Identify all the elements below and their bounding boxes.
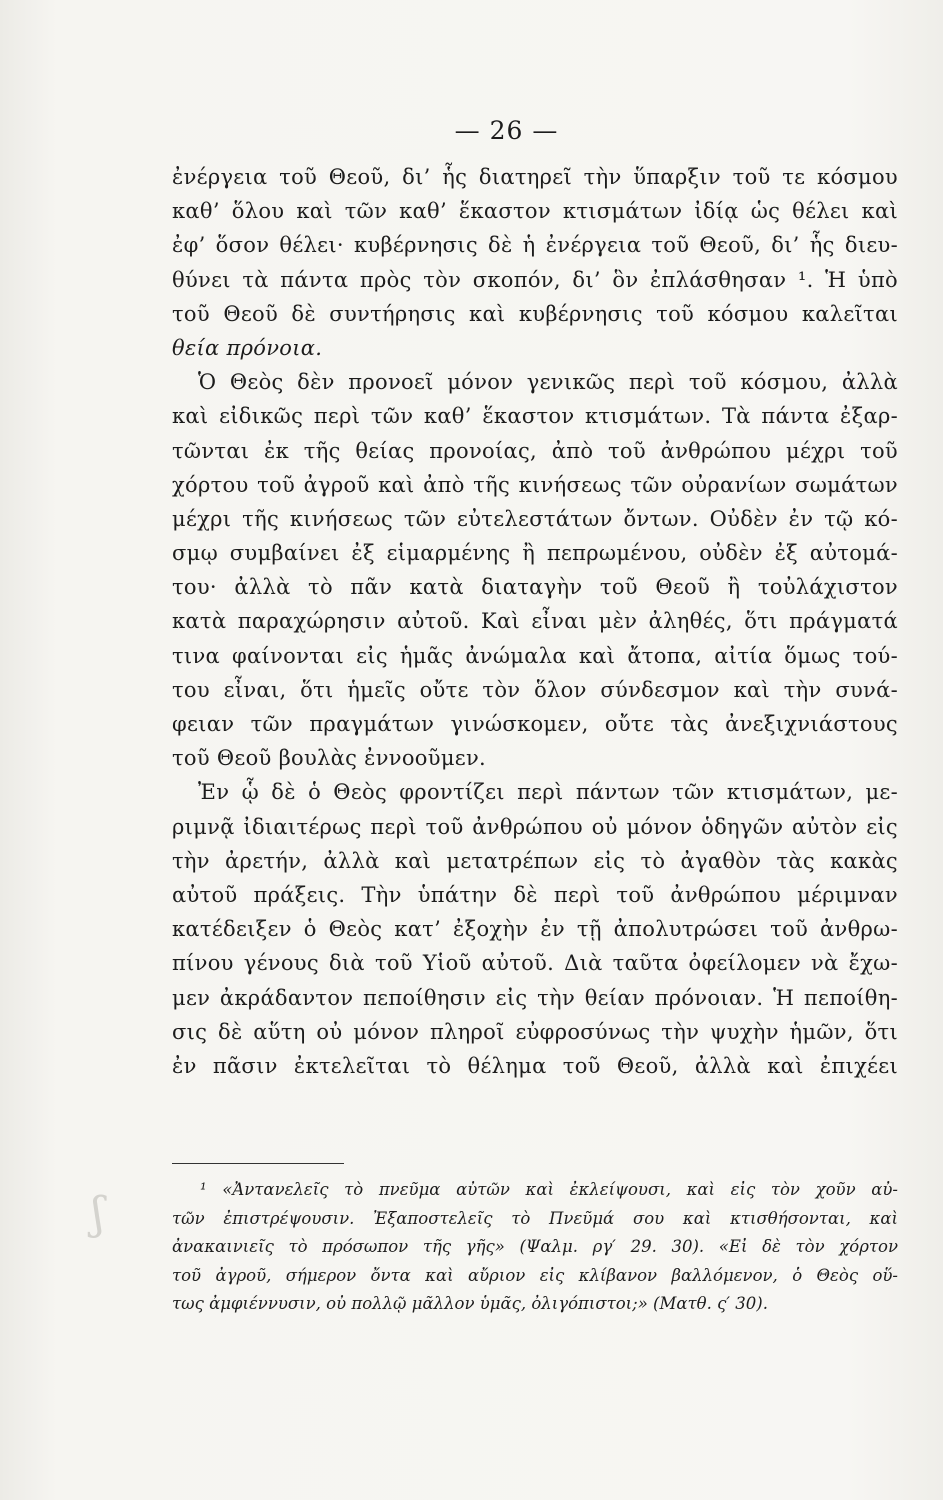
text-line: θύνει τὰ πάντα πρὸς τὸν σκοπόν, δι’ ὃν ἐπλάσθησαν ¹. Ἡ ὑπὸ xyxy=(172,267,898,292)
page-number: — 26 — xyxy=(454,116,559,145)
margin-bleedthrough-mark: ʃ xyxy=(92,1188,104,1239)
text-line: Ὁ Θεὸς δὲν προνοεῖ μόνον γενικῶς περὶ τοῦ κόσμου, ἀλλὰ xyxy=(198,370,898,395)
text-line: καὶ εἰδικῶς περὶ τῶν καθ’ ἕκαστον κτισμάτων. Τὰ πάντα ἐξαρ- xyxy=(172,404,898,429)
text-line: του εἶναι, ὅτι ἡμεῖς οὔτε τὸν ὅλον σύνδεσμον καὶ τὴν συνά- xyxy=(172,677,898,702)
text-line: πίνου γένους διὰ τοῦ Υἱοῦ αὐτοῦ. Διὰ ταῦτα ὀφείλομεν νὰ ἔχω- xyxy=(172,951,898,976)
text-line: τοῦ Θεοῦ βουλὰς ἐννοοῦμεν. xyxy=(172,746,486,771)
text-line: αὐτοῦ πράξεις. Τὴν ὑπάτην δὲ περὶ τοῦ ἀνθρώπου μέριμναν xyxy=(172,882,898,907)
text-line: Ἐν ᾧ δὲ ὁ Θεὸς φροντίζει περὶ πάντων τῶν κτισμάτων, με- xyxy=(198,780,898,805)
text-line: φειαν τῶν πραγμάτων γινώσκομεν, οὔτε τὰς ἀνεξιχνιάστους xyxy=(172,712,898,736)
text-line: μεν ἀκράδαντον πεποίθησιν εἰς τὴν θείαν πρόνοιαν. Ἡ πεποίθη- xyxy=(172,985,898,1010)
text-line: θεία πρόνοια. xyxy=(172,335,323,360)
text-line: σις δὲ αὕτη οὐ μόνον πληροῖ εὐφροσύνως τὴν ψυχὴν ἡμῶν, ὅτι xyxy=(172,1019,898,1044)
text-line: σμῳ συμβαίνει ἐξ εἱμαρμένης ἢ πεπρωμένου, οὐδὲν ἐξ αὐτομά- xyxy=(172,541,898,566)
text-line: χόρτου τοῦ ἀγροῦ καὶ ἀπὸ τῆς κινήσεως τῶν οὐρανίων σωμάτων xyxy=(172,472,898,497)
text-line: τοῦ Θεοῦ δὲ συντήρησις καὶ κυβέρνησις τοῦ κόσμου καλεῖται xyxy=(172,301,898,326)
footnote-line: τοῦ ἀγροῦ, σήμερον ὄντα καὶ αὔριον εἰς κλίβανον βαλλόμενον, ὁ Θεὸς οὕ- xyxy=(172,1265,898,1285)
text-line: τὴν ἀρετήν, ἀλλὰ καὶ μετατρέπων εἰς τὸ ἀγαθὸν τὰς κακὰς xyxy=(172,848,898,873)
footnote-divider xyxy=(172,1163,344,1164)
text-line: καθ’ ὅλου καὶ τῶν καθ’ ἕκαστον κτισμάτων ἰδίᾳ ὡς θέλει καὶ xyxy=(172,199,898,224)
footnote-line: ἀνακαινιεῖς τὸ πρόσωπον τῆς γῆς» (Ψαλμ. ργ′ 29. 30). «Εἰ δὲ τὸν χόρτον xyxy=(172,1237,898,1257)
footnote xyxy=(172,1176,898,1319)
text-line: τῶνται ἐκ τῆς θείας προνοίας, ἀπὸ τοῦ ἀνθρώπου μέχρι τοῦ xyxy=(172,438,898,463)
text-line: ριμνᾷ ἰδιαιτέρως περὶ τοῦ ἀνθρώπου οὐ μόνον ὁδηγῶν αὐτὸν εἰς xyxy=(172,814,898,839)
body-text xyxy=(172,160,898,1083)
footnote-line: τως ἀμφιέννυσιν, οὐ πολλῷ μᾶλλον ὑμᾶς, ὀλιγόπιστοι;» (Ματθ. ς′ 30). xyxy=(172,1294,768,1314)
footnote-line: τῶν ἐπιστρέψουσιν. Ἐξαποστελεῖς τὸ Πνεῦμά σου καὶ κτισθήσονται, καὶ xyxy=(172,1208,898,1228)
footnote-line: ¹ «Ἀντανελεῖς τὸ πνεῦμα αὐτῶν καὶ ἐκλείψουσι, καὶ εἰς τὸν χοῦν αὐ- xyxy=(200,1180,898,1199)
text-line: ἐφ’ ὅσον θέλει· κυβέρνησις δὲ ἡ ἐνέργεια τοῦ Θεοῦ, δι’ ἧς διευ- xyxy=(172,233,898,258)
text-line: μέχρι τῆς κινήσεως τῶν εὐτελεστάτων ὄντων. Οὐδὲν ἐν τῷ κό- xyxy=(172,506,898,531)
text-line: ἐν πᾶσιν ἐκτελεῖται τὸ θέλημα τοῦ Θεοῦ, ἀλλὰ καὶ ἐπιχέει xyxy=(172,1053,898,1078)
text-line: κατὰ παραχώρησιν αὐτοῦ. Καὶ εἶναι μὲν ἀληθές, ὅτι πράγματά xyxy=(172,609,898,634)
text-line: ἐνέργεια τοῦ Θεοῦ, δι’ ἧς διατηρεῖ τὴν ὕπαρξιν τοῦ τε κόσμου xyxy=(172,165,898,189)
text-line: του· ἀλλὰ τὸ πᾶν κατὰ διαταγὴν τοῦ Θεοῦ ἢ τοὐλάχιστον xyxy=(172,575,898,600)
text-line: κατέδειξεν ὁ Θεὸς κατ’ ἐξοχὴν ἐν τῇ ἀπολυτρώσει τοῦ ἀνθρω- xyxy=(172,917,898,942)
text-line: τινα φαίνονται εἰς ἡμᾶς ἀνώμαλα καὶ ἄτοπα, αἰτία ὅμως τού- xyxy=(172,643,898,668)
